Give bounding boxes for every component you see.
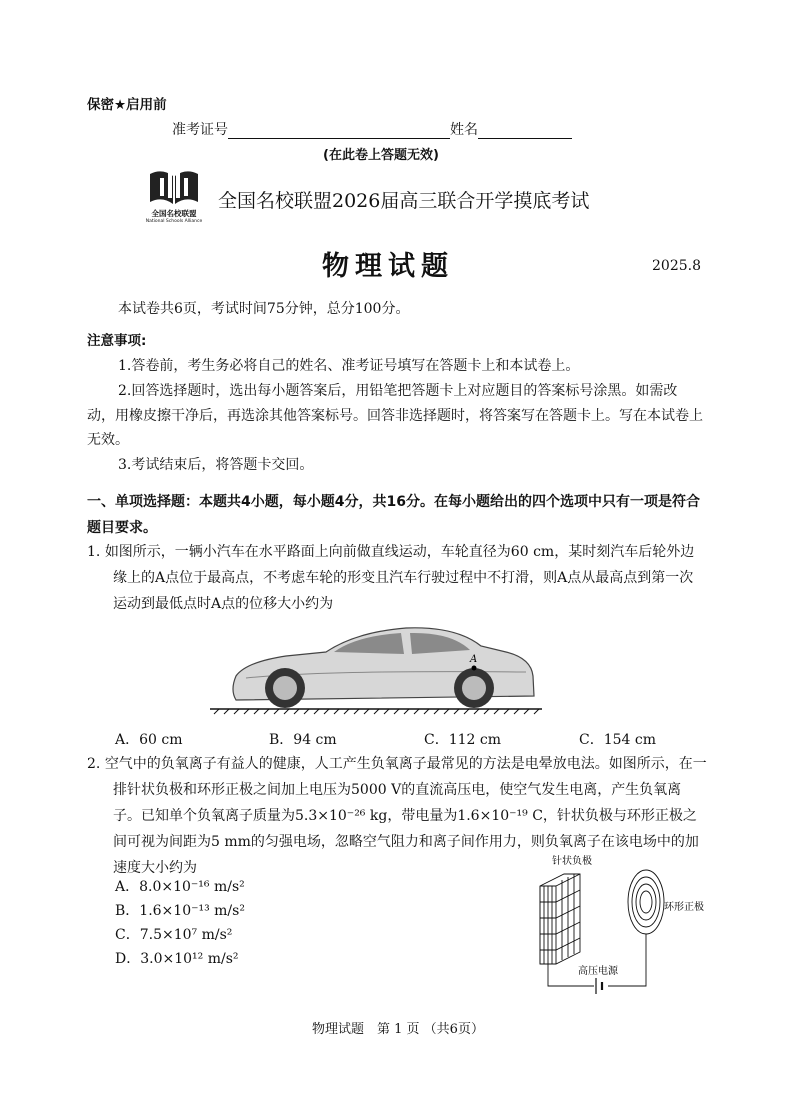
cathode-label: 针状负极 <box>552 856 592 867</box>
candidate-info-line <box>172 119 572 139</box>
q1-option-a: A．60 cm <box>115 732 183 748</box>
q2-option-d: D．3.0×10¹² m/s² <box>115 951 239 967</box>
q1-option-c: C．112 cm <box>424 732 501 748</box>
exam-date: 2025.8 <box>652 258 701 274</box>
logo-en-text: National Schools Alliance <box>145 219 203 224</box>
ionizer-diagram <box>522 850 722 1000</box>
source-label: 高压电源 <box>578 966 618 977</box>
q2-option-b: B．1.6×10⁻¹³ m/s² <box>115 903 245 919</box>
id-blank <box>228 124 450 139</box>
q2-stem: 空气中的负氧离子有益人的健康，人工产生负氧离子最常见的方法是电晕放电法。如图所示，在一排针状负极和环形正极之间加上电压为5000 V的直流高压电，使空气发生电离，产生负氧离子。已知单个负氧离子质量为5.3×10⁻²⁶ kg，带电量为1.6×10⁻¹⁹ C，针状负极与环形正极之间可视为间距为5 mm的匀强电场，忽略空气阻力和离子间作用力，则负氧离子在该电场中的加速度大小约为 <box>104 756 707 876</box>
section-text: 一、单项选择题：本题共4小题，每小题4分，共16分。在每小题给出的四个选项中只有一项是符合题目要求。 <box>87 494 700 536</box>
logo-cn-text: 全国名校联盟 <box>151 209 197 218</box>
point-a-marker <box>472 666 477 671</box>
anode-label: 环形正极 <box>664 902 704 913</box>
name-blank <box>478 124 572 139</box>
book-icon <box>144 166 204 208</box>
q2-option-c: C．7.5×10⁷ m/s² <box>115 927 233 943</box>
notice-heading: 注意事项: <box>87 333 147 349</box>
subject-title: 物理试题 <box>322 251 454 282</box>
notice-item-1: 1.答卷前，考生务必将自己的姓名、准考证号填写在答题卡上和本试卷上。 <box>118 358 580 374</box>
q1-option-d: C．154 cm <box>579 732 656 748</box>
q1-option-b: B．94 cm <box>269 732 337 748</box>
power-source-icon <box>596 978 602 994</box>
answer-note: (在此卷上答题无效) <box>323 148 439 163</box>
point-a-label: A <box>470 654 478 665</box>
notice-item-2: 2.回答选择题时，选出每小题答案后，用铅笔把答题卡上对应题目的答案标号涂黑。如需改动，用橡皮擦干净后，再选涂其他答案标号。回答非选择题时，将答案写在答题卡上。写在本试卷上无效。 <box>87 383 703 448</box>
q2-number: 2. <box>87 756 101 772</box>
intro-text: 本试卷共6页，考试时间75分钟，总分100分。 <box>118 301 410 317</box>
page-footer: 物理试题 第 1 页 （共6页） <box>312 1022 484 1037</box>
id-label: 准考证号 <box>172 122 228 138</box>
question-1 <box>87 539 707 617</box>
section-heading <box>87 489 705 541</box>
name-label: 姓名 <box>450 122 478 138</box>
q2-option-a: A．8.0×10⁻¹⁶ m/s² <box>115 879 245 895</box>
notice-item-3: 3.考试结束后，将答题卡交回。 <box>118 457 314 473</box>
exam-title: 全国名校联盟2026届高三联合开学摸底考试 <box>218 190 590 212</box>
confidential-label: 保密★启用前 <box>87 97 167 113</box>
q1-number: 1. <box>87 544 101 560</box>
car-figure <box>206 618 546 718</box>
alliance-logo <box>144 166 204 232</box>
q1-stem: 如图所示，一辆小汽车在水平路面上向前做直线运动，车轮直径为60 cm，某时刻汽车后轮外边缘上的A点位于最高点，不考虑车轮的形变且汽车行驶过程中不打滑，则A点从最高点到第一次运动到最低点时A点的位移大小约为 <box>104 544 695 612</box>
